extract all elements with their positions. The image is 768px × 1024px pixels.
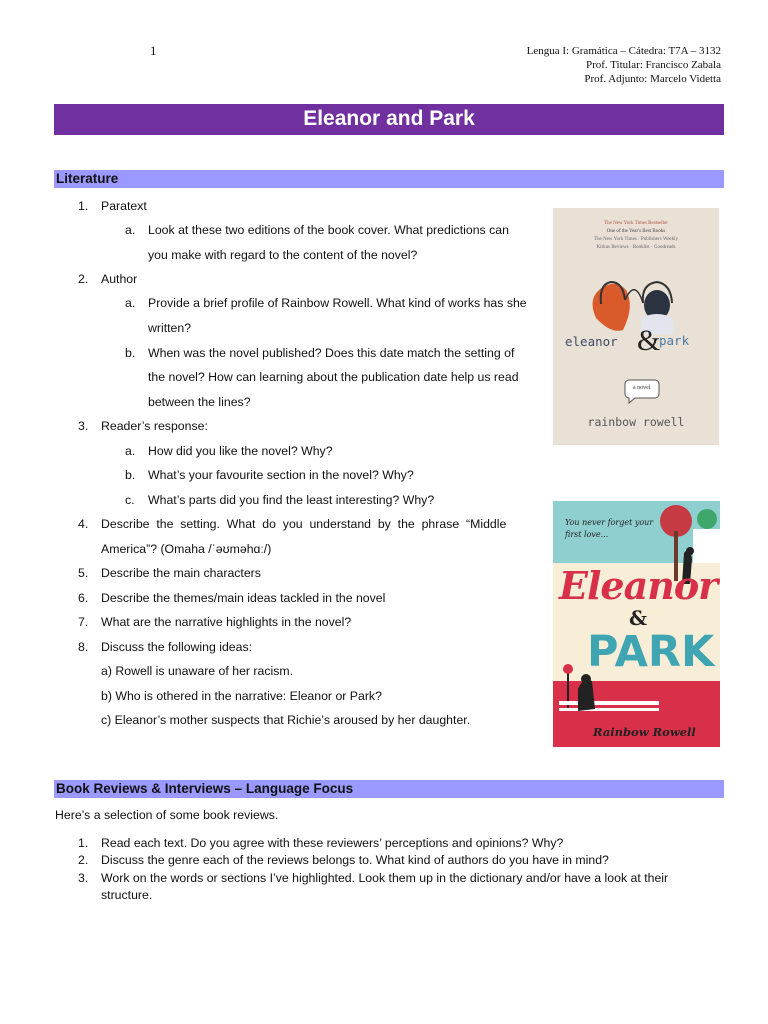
list-item: you make with regard to the content of the novel? <box>148 248 418 262</box>
list-item: written? <box>148 321 192 335</box>
cover-title-right: park <box>659 333 690 348</box>
item-number: 6. <box>78 591 89 605</box>
cover-title-1: Eleanor <box>559 563 718 608</box>
list-item: Reader’s response: <box>101 419 208 433</box>
item-number: 2. <box>78 272 89 286</box>
reviews-intro: Here’s a selection of some book reviews. <box>55 808 279 822</box>
item-number: b. <box>125 468 136 482</box>
list-item: When was the novel published? Does this date match the setting of <box>148 346 515 360</box>
item-number: 3. <box>78 871 89 885</box>
cover-blurb: The New York Times Bestseller <box>604 221 668 226</box>
list-item: How did you like the novel? Why? <box>148 444 333 458</box>
list-item: Author <box>101 272 138 286</box>
list-item: a) Rowell is unaware of her racism. <box>101 664 294 678</box>
list-item: America”? (Omaha /ˈəʊməhɑː/) <box>101 542 272 556</box>
cover-blurb: The New York Times · Publishers Weekly <box>593 237 679 242</box>
professor-line: Prof. Titular: Francisco Zabala <box>585 59 721 71</box>
cover-title-2: PARK <box>587 627 715 677</box>
cover-blurb: One of the Year's Best Books <box>606 229 666 234</box>
cover-author: rainbow rowell <box>587 415 685 429</box>
page-number: 1 <box>150 43 157 58</box>
reviews-heading: Book Reviews & Interviews – Language Focus <box>54 780 724 798</box>
adjunct-line: Prof. Adjunto: Marcelo Videtta <box>584 73 721 85</box>
list-item: structure. <box>101 888 153 902</box>
list-item: Work on the words or sections I’ve highlighted. Look them up in the dictionary and/or have a look at their <box>101 871 669 885</box>
item-number: 7. <box>78 615 89 629</box>
book-cover-image <box>553 208 719 445</box>
list-item: What’s your favourite section in the novel? Why? <box>148 468 414 482</box>
item-number: 2. <box>78 853 89 867</box>
document-title: Eleanor and Park <box>54 104 724 135</box>
item-number: c. <box>125 493 135 507</box>
list-item: Discuss the genre each of the reviews belongs to. What kind of authors do you have in mind? <box>101 853 609 867</box>
item-number: a. <box>125 444 136 458</box>
list-item: Describe the main characters <box>101 566 261 580</box>
course-header <box>527 44 721 86</box>
list-item: Describe the themes/main ideas tackled in the novel <box>101 591 386 605</box>
list-item: b) Who is othered in the narrative: Eleanor or Park? <box>101 689 382 703</box>
list-item: Look at these two editions of the book cover. What predictions can <box>148 223 509 237</box>
list-item: between the lines? <box>148 395 251 409</box>
item-number: a. <box>125 296 136 310</box>
list-item: What’s parts did you find the least interesting? Why? <box>148 493 435 507</box>
cover-author: Rainbow Rowell <box>593 725 696 739</box>
item-number: 1. <box>78 836 89 850</box>
item-number: 3. <box>78 419 89 433</box>
item-number: 8. <box>78 640 89 654</box>
cover-subtitle: a novel <box>633 385 651 391</box>
list-item: Paratext <box>101 199 147 213</box>
item-number: 5. <box>78 566 89 580</box>
cover-illustration <box>553 208 719 445</box>
book-cover-image-alt <box>553 501 720 747</box>
cover-tagline: You never forget your first love... <box>565 518 654 539</box>
course-line: Lengua I: Gramática – Cátedra: T7A – 3132 <box>526 45 721 57</box>
item-number: 1. <box>78 199 89 213</box>
cover-title-left: eleanor <box>565 334 618 349</box>
cover-blurb: Kirkus Reviews · Booklist · Goodreads <box>596 245 676 250</box>
list-item: What are the narrative highlights in the novel? <box>101 615 352 629</box>
list-item: Describe the setting. What do you understand by the phrase “Middle <box>101 517 507 531</box>
list-item: the novel? How can learning about the publication date help us read <box>148 370 519 384</box>
list-item: c) Eleanor’s mother suspects that Richie’s aroused by her daughter. <box>101 713 471 727</box>
cover-ampersand: & <box>629 606 648 630</box>
list-item: Provide a brief profile of Rainbow Rowell. What kind of works has she <box>148 296 527 310</box>
cover-ampersand: & <box>637 324 661 357</box>
item-number: b. <box>125 346 136 360</box>
item-number: a. <box>125 223 136 237</box>
literature-heading: Literature <box>54 170 724 188</box>
list-item: Read each text. Do you agree with these reviewers’ perceptions and opinions? Why? <box>101 836 564 850</box>
item-number: 4. <box>78 517 89 531</box>
list-item: Discuss the following ideas: <box>101 640 253 654</box>
